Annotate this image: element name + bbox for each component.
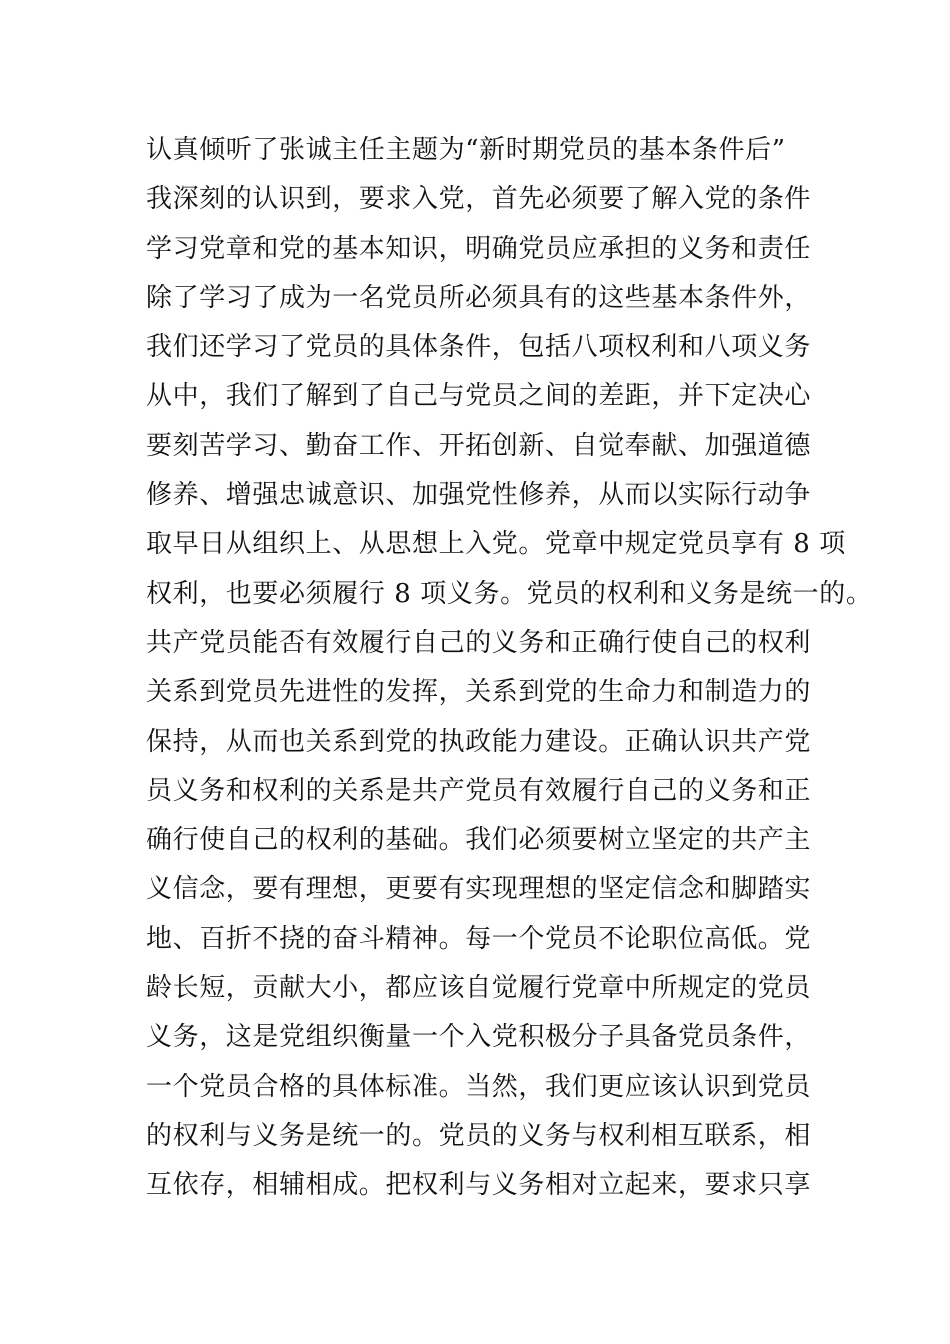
text-line-3: 学习党章和党的基本知识，明确党员应承担的义务和责任 <box>146 233 812 264</box>
text-line-18: 龄长短，贡献大小，都应该自觉履行党章中所规定的党员 <box>146 973 812 1004</box>
text-line-17: 地、百折不挠的奋斗精神。每一个党员不论职位高低。党 <box>146 923 812 954</box>
text-line-11: 共产党员能否有效履行自己的义务和正确行使自己的权利 <box>146 627 812 658</box>
text-line-12: 关系到党员先进性的发挥，关系到党的生命力和制造力的 <box>146 677 812 708</box>
text-line-2: 我深刻的认识到，要求入党，首先必须要了解入党的条件 <box>146 184 812 215</box>
text-line-14: 员义务和权利的关系是共产党员有效履行自己的义务和正 <box>146 775 812 806</box>
text-line-19: 义务，这是党组织衡量一个入党积极分子具备党员条件， <box>146 1022 812 1053</box>
text-line-1: 认真倾听了张诚主任主题为“新时期党员的基本条件后” <box>146 135 786 165</box>
text-line-8: 修养、增强忠诚意识、加强党性修养，从而以实际行动争 <box>146 480 812 511</box>
text-line-9: 取早日从组织上、从思想上入党。党章中规定党员享有 8 项 <box>146 529 846 560</box>
text-line-15: 确行使自己的权利的基础。我们必须要树立坚定的共产主 <box>146 825 812 856</box>
body-text <box>146 126 873 1211</box>
text-line-20: 一个党员合格的具体标准。当然，我们更应该认识到党员 <box>146 1071 812 1102</box>
text-line-5: 我们还学习了党员的具体条件，包括八项权利和八项义务 <box>146 332 812 363</box>
text-line-4: 除了学习了成为一名党员所必须具有的这些基本条件外， <box>146 282 812 313</box>
text-line-7: 要刻苦学习、勤奋工作、开拓创新、自觉奉献、加强道德 <box>146 430 812 461</box>
text-line-13: 保持，从而也关系到党的执政能力建设。正确认识共产党 <box>146 726 812 757</box>
text-line-22: 互依存，相辅相成。把权利与义务相对立起来，要求只享 <box>146 1170 812 1201</box>
text-line-10: 权利，也要必须履行 8 项义务。党员的权利和义务是统一的。 <box>146 578 873 609</box>
text-line-6: 从中，我们了解到了自己与党员之间的差距，并下定决心 <box>146 381 812 412</box>
text-line-16: 义信念，要有理想，更要有实现理想的坚定信念和脚踏实 <box>146 874 812 905</box>
text-line-21: 的权利与义务是统一的。党员的义务与权利相互联系，相 <box>146 1120 812 1151</box>
